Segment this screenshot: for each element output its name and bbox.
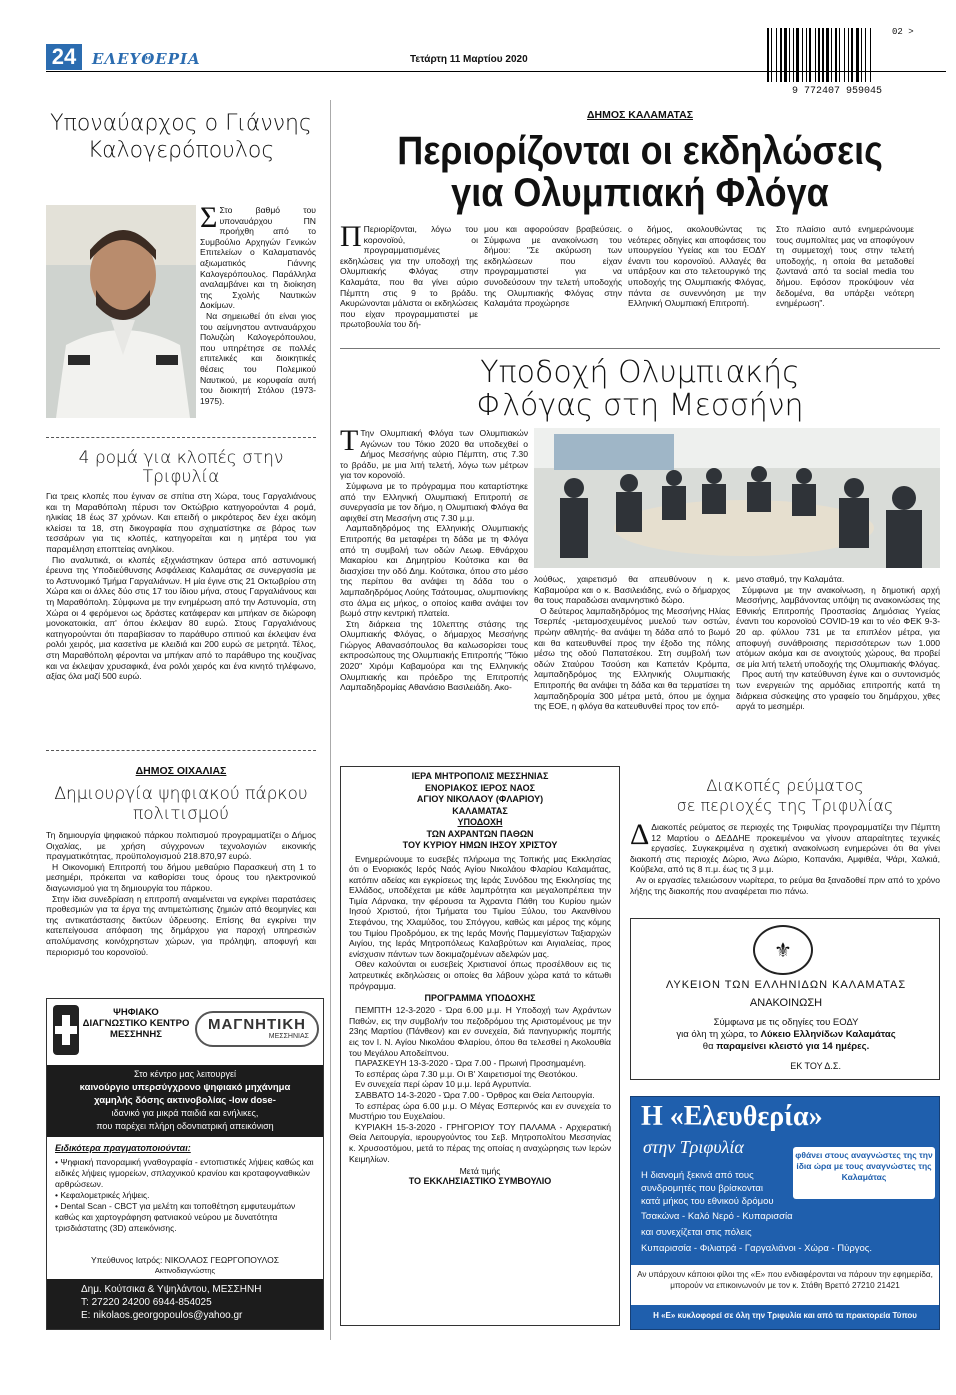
article2-title: 4 ρομά για κλοπές στην Τριφυλία	[78, 448, 284, 487]
article3-p3: Στην ίδια συνεδρίαση η επιτροπή αναμένεται να εγκρίνει παρατάσεις προθεσμιών για τα έργα της αντιμετώπισης ζημιών από θεομηνίες και της αντικατάστασης δικτύων ύδρευσης. Επίσης θα εγκρίνει την κατεπείγουσα απόφαση της δημάρχου για παροχή υπηρεσιών απολύμανσης κοινόχρηστων χώρων, για πρόληψη, αποφυγή και περιορισμό του κορονοϊού.	[46, 893, 316, 957]
article2-body	[46, 491, 316, 682]
dropcap: Τ	[340, 424, 359, 457]
promo-highlight1: Τσακώνα - Καλό Νερό - Κυπαρισσία	[641, 1211, 793, 1222]
mri-items	[55, 1157, 317, 1234]
dropcap: Σ	[200, 201, 218, 234]
program-list	[349, 1005, 611, 1164]
lyceum-line3	[631, 1041, 941, 1052]
dark-line: που παρέχει πλήρη οδοντιατρική απεικόνιση	[96, 1121, 274, 1131]
program-item: ΣΑΒΒΑΤΟ 14-3-2020 - Ώρα 7.00 - Όρθρος και Θεία Λειτουργία.	[355, 1089, 595, 1100]
article4-title-line1: Περιορίζονται οι εκδηλώσεις	[397, 129, 883, 173]
mri-phone: Τ: 27220 24200 6944-854025	[81, 1297, 212, 1308]
article2-p1: Για τρεις κλοπές που έγιναν σε σπίτια στη Χώρα, τους Γαργαλιάνους και τη Μαραθόπολη πέρυσι τον Οκτώβριο κατηγορούνται 4 ρομά, ηλικίας 18 έως 37 χρόνων. Και επειδή ο μικρότερος δεν έχει ακόμη κλείσει τα 18, στη δικογραφία που σχηματίστηκε σε βάρος των τεσσάρων για τις κλοπές, κατηγορείται και η μητέρα του για παραμέληση εποπτείας ανηλίκου.	[46, 491, 316, 554]
article5-col1	[340, 424, 528, 693]
divider	[340, 348, 940, 349]
article4-col4: Στο πλαίσιο αυτό ενημερώνουμε τους συμπολίτες μας να αποφύγουν τη συμμετοχή τους στην τελετή υποδοχής, η οποία θα μεταδοθεί ζωντανά από τα social media του δήμου. Εφόσον προκύψουν νέα δεδομένα, θα υπάρξει νεότερη ενημέρωση".	[776, 224, 914, 309]
article5-p: Σύμφωνα με την ανακοίνωση, η δημοτική αρχή Μεσσήνης, λαμβάνοντας υπόψη τις ανακοινώσεις της Εθνικής Επιτροπής Προστασίας Δημόσιας Υγείας έναντι του κορονοϊού COVID-19 και το νέο ΦΕΚ 9-3-20 αρ. φύλλου 731 με τα επιπλέον μέτρα, για αποφυγή συνάθροισης περισσότερων των 1.000 ατόμων ακόμα και σε ανοιχτούς χώρους, θα προβεί σε μία λιτή τελετή υποδοχής της Ολυμπιακής Φλόγας.	[736, 584, 941, 669]
brand-name: ΜΑΓΝΗΤΙΚΗ	[207, 1016, 306, 1033]
dark-line: χαμηλής δόσης ακτινοβολίας -low dose-	[94, 1095, 276, 1106]
issue-date: Τετάρτη 11 Μαρτίου 2020	[410, 54, 528, 65]
article4-col1	[340, 220, 478, 330]
mri-doctor: Υπεύθυνος Ιατρός: ΝΙΚΟΛΑΟΣ ΓΕΩΡΓΟΠΟΥΛΟΣ	[90, 1255, 280, 1265]
promo-line: συνδρομητές που βρίσκονται	[641, 1183, 764, 1194]
article4-title	[370, 130, 910, 214]
article3-tag: ΔΗΜΟΣ ΟΙΧΑΛΙΑΣ	[135, 765, 227, 777]
barcode-issue: 02 >	[892, 27, 914, 37]
article5-p: λούθως, χαιρετισμό θα απευθύνουν η κ. Καβαμούρα και ο κ. Βασιλειάδης, ενώ ο δήμαρχος θα τους παραδώσει αναμνηστικό δώρο.	[534, 574, 730, 606]
meeting-room-icon	[534, 428, 940, 568]
article5-title-line2: Φλόγας στη Μεσσήνη	[476, 388, 804, 423]
lyceum-heading: ΑΝΑΚΟΙΝΩΣΗ	[749, 997, 823, 1009]
church-sub: ΥΠΟΔΟΧΗ	[457, 817, 503, 827]
church-p2: Οθεν καλούνται οι ευσεβείς Χριστιανοί όπως προσέλθουν εις τις λατρευτικές εκδηλώσεις οι οποίες θα λάβουν χώρα κατά το κάτωθι πρόγραμμα.	[349, 959, 611, 991]
mri-item: • Κεφαλομετρικές λήψεις.	[55, 1190, 150, 1200]
officer-portrait-icon	[46, 205, 196, 418]
church-p1: Ενημερώνουμε το ευσεβές πλήρωμα της Τοπικής μας Εκκλησίας ότι ο Ενοριακός Ιερός Ναός Αγίου Νικολάου Φλαρίου Καλαμάτας, κατόπιν αδείας και εγκρίσεως της Ιεράς Συνόδου της Εκκλησίας της Ελλάδος, υποδέχεται με κάθε λαμπρότητα και μεγαλοπρέπεια την Τιμία Λάρνακα, την φέρουσα τα Άχραντα Πάθη του Κυρίου ημών Ιησού Χριστού, ήτοι Τμήματα του Τιμίου Ξύλου, του Ακανθίνου Στεφάνου, της Χλαμύδος, του Σπόγγου, καθώς και μέρος της κόμης του Τιμίου Προδρόμου, εκ της Ιεράς Μονής Παμμεγίστων Ταξιαρχών Αιγίου, της Ιεράς Μητροπόλεως Καλαβρύτων και Αιγιαλείας, προς ενίσχυσιν πάντων των δοκιμαζομένων αδελφών μας.	[349, 853, 611, 959]
article4-title-line2: για Ολυμπιακή Φλόγα	[451, 171, 829, 215]
program-item: ΚΥΡΙΑΚΗ 15-3-2020 - ΓΡΗΓΟΡΙΟΥ ΤΟΥ ΠΑΛΑΜΑ - Αρχιερατική Θεία Λειτουργία, ιερουργούντος του Σεβ. Μητροπολίτου Μεσσηνίας κ. Χρυσοστόμου, μετά το πέρας της οποίας η αναχώρησις των Ιερών Κειμηλίων.	[349, 1121, 611, 1164]
magnitiki-logo	[195, 1011, 319, 1047]
article1-body	[200, 201, 316, 406]
article1-title: Υποναύαρχος ο Γιάννης Καλογερόπουλος	[50, 111, 312, 163]
dark-line: καινούργιο υπερσύγχρονο ψηφιακό μηχάνημα	[79, 1082, 291, 1093]
newspaper-logo: ΕΛΕΥΘΕΡΙΑ	[92, 50, 201, 68]
church-header-line: ΕΝΟΡΙΑΚΟΣ ΙΕΡΟΣ ΝΑΟΣ	[424, 782, 536, 793]
lyceum-line3-a: θα	[702, 1041, 717, 1052]
dropcap: Π	[340, 220, 362, 253]
article3-p1: Τη δημιουργία ψηφιακού πάρκου πολιτισμού προγραμματίζει ο Δήμος Οιχαλίας, με χρήση σύγχρονων τεχνολογιών εικονικής πραγματικότητας, προϋπολογισμού 218.870,97 ευρώ.	[46, 830, 316, 862]
lyceum-line2-b: Λύκειο Ελληνίδων Καλαμάτας	[760, 1029, 896, 1040]
promo-highlight2: Κυπαρισσία - Φιλιατρά - Γαργαλιάνοι - Χώρα - Πύργος.	[641, 1243, 872, 1254]
promo-line: Η διανομή ξεκινά από τους	[641, 1170, 754, 1181]
lyceum-notice	[630, 918, 940, 1080]
article6-p1: Διακοπές ρεύματος σε περιοχές της Τριφυλίας προγραμματίζει την Πέμπτη 12 Μαρτίου ο ΔΕΔΔΗΕ προκειμένου να γίνουν απαραίτητες τεχνικές εργασίες. Συγκεκριμένα η σχετική ανακοίνωση ενημερώνει ότι θα γίνει διακοπή στις περιοχές Δώριο, Άνω Δώριο, Κοπανάκι, Αμφιθέα, Ψάρι, Χαλκιά, Κούβελα, από τις 8 π.μ. έως τις 3 μ.μ.	[630, 822, 940, 875]
barcode-icon	[765, 28, 905, 84]
promo-badge: φθάνει στους αναγνώστες της την ίδια ώρα με τους αναγνώστες της Καλαμάτας	[793, 1147, 935, 1199]
church-sign2: ΤΟ ΕΚΚΛΗΣΙΑΣΤΙΚΟ ΣΥΜΒΟΥΛΙΟ	[408, 1176, 552, 1187]
article3-p2: Η Οικονομική Επιτροπή του δήμου μεθαύριο Παρασκευή στη 1 το μεσημέρι, πρόκειται να καθορίσει τους όρους του ηλεκτρονικού διαγωνισμού για τη δημιουργία του πάρκου.	[46, 861, 316, 893]
church-header-line: ΑΓΙΟΥ ΝΙΚΟΛΑΟΥ (ΦΛΑΡΙΟΥ)	[416, 794, 544, 804]
mri-doctor-role: Ακτινοδιαγνώστης	[154, 1266, 216, 1275]
lyceum-name: ΛΥΚΕΙΟΝ ΤΩΝ ΕΛΛΗΝΙΔΩΝ ΚΑΛΑΜΑΤΑΣ	[665, 979, 907, 991]
church-sign1: Μετά τιμής	[459, 1166, 501, 1177]
article6-body	[630, 818, 940, 896]
divider	[46, 750, 316, 751]
article5-title	[340, 356, 940, 422]
article5-p: Ο δεύτερος λαμπαδηδρόμος της Μεσσήνης Ηλίας Τσερπές -μεταμοσχευμένος μυελού των οστών, πρώην αθλητής- θα ανάψει τη δάδα από το βωμό και θα κατευθυνθεί προς την έξοδο της πόλης μέσω της οδού Παπατσέκου. Στη συμβολή των οδών Σταύρου Τσούση και Καπετάν Κρόμπα, λαμπαδηδρόμος της Ελληνικής Ολυμπιακής Επιτροπής θα ανάψει τη δάδα και θα τερματίσει τη λαμπαδηδρομία 300 μέτρα μετά, όπου με όχημα της ΕΟΕ, η φλόγα θα κατευθυνθεί προς τον επό-	[534, 605, 730, 712]
program-title: ΠΡΟΓΡΑΜΜΑ ΥΠΟΔΟΧΗΣ	[424, 993, 536, 1004]
mri-contact-band	[47, 1279, 323, 1329]
column-divider	[330, 100, 331, 1340]
program-item: ΠΑΡΑΣΚΕΥΗ 13-3-2020 - Ώρα 7.00 - Πρωινή Προσημαμένη.	[355, 1058, 587, 1069]
article4-col3: ο δήμος, ακολουθώντας τις νεότερες οδηγίες και αποφάσεις του υπουργείου Υγείας και του ΕΟΔΥ έναντι του κορονοϊού. Αλλαγές θα υπάρξουν και στο τελετουργικό της υποδοχής της Ολυμπιακής Φλόγας, πάντα σε συνεννόηση με την Ελληνική Ολυμπιακή Επιτροπή.	[628, 224, 766, 309]
divider	[46, 437, 316, 438]
article5-p: Λαμπαδηδρόμος της Ελληνικής Ολυμπιακής Επιτροπής θα μεταφέρει τη δάδα με τη Φλόγα από τη συμβολή των οδών Λεωφ. Εθνάρχου Μακαρίου και Δημητρίου Κούτσικα και θα διασχίσει την οδό Δημ. Κούτσικα, όπου στο μέσο της περίπου θα ανάψει τη δάδα του ο λαμπαδηδρόμος Λούης Τσάτουμας, ολυμπιονίκης στο άλμα εις μήκος, ο οποίος καιθα ανάψει τον βωμό στην κεντρική πλατεία.	[340, 523, 528, 619]
promo-note: Αν υπάρχουν κάποιοι φίλοι της «Ε» που ενδιαφέρονται να πάρουν την εφημερίδα, μπορούν να επικοινωνούν με τον κ. Στάθη Βρεττό 27210 21421	[631, 1265, 939, 1305]
promo-lines2: και συνεχίζεται στις πόλεις	[641, 1227, 752, 1238]
mri-item: • Dental Scan - CBCT για μελέτη και τοποθέτηση εμφυτευμάτων καθώς και χαρτογράφηση φατνιακού νεύρου με δυνατότητα τρισδιάστατης (3D) απεικόνισης.	[55, 1201, 296, 1233]
lyceum-line2-a: για όλη τη χώρα, το	[676, 1029, 761, 1040]
lyceum-sign: ΕΚ ΤΟΥ Δ.Σ.	[790, 1061, 841, 1071]
article4-tag: ΔΗΜΟΣ ΚΑΛΑΜΑΤΑΣ	[587, 109, 693, 121]
mri-item: • Ψηφιακή πανοραμική γναθογραφία - εντοπιστικές λήψεις καθώς και ειδικές λήψεις ιγμορείων, σπλαχνικού κρανίου και κροταφογναθικών αρθρώσεων.	[55, 1157, 314, 1189]
lyceum-line2	[631, 1029, 941, 1040]
portrait-photo	[46, 205, 196, 418]
page-number: 24	[46, 44, 82, 70]
church-header-line: ΚΑΛΑΜΑΤΑΣ	[452, 805, 508, 816]
eleftheria-promo	[630, 1096, 940, 1330]
meeting-photo	[534, 428, 940, 568]
article5-title-line1: Υποδοχή Ολυμπιακής	[480, 355, 800, 390]
program-item: Εν συνεχεία περί ώραν 10 μ.μ. Ιερά Αγρυπνία.	[355, 1079, 532, 1090]
promo-title: Η «Ελευθερία»	[641, 1101, 823, 1132]
dark-line: Στο κέντρο μας λειτουργεί	[134, 1069, 236, 1079]
church-sub: ΤΟΥ ΚΥΡΙΟΥ ΗΜΩΝ ΙΗΣΟΥ ΧΡΙΣΤΟΥ	[402, 840, 558, 850]
mri-center-name: ΨΗΦΙΑΚΟ ΔΙΑΓΝΩΣΤΙΚΟ ΚΕΝΤΡΟ ΜΕΣΣΗΝΗΣ	[82, 1007, 190, 1040]
church-body	[349, 854, 611, 992]
header-rule	[46, 71, 946, 72]
article6-p2: Αν οι εργασίες τελειώσουν νωρίτερα, το ρεύμα θα ξαναδοθεί πριν από το χρόνο λήξης της διακοπής που αναφέρεται πιο πάνω.	[630, 874, 940, 896]
article4-col1-text: Περιορίζονται, λόγω του κορονοϊού, οι προγραμματισμένες εκδηλώσεις για την υποδοχή της Ολυμπιακής Φλόγας στην Καλαμάτα, που θα γίνει αύριο Πέμπτη στις 9 το βράδυ. Ακυρώνονται μάλιστα οι εκδηλώσεις που είχαν προγραμματιστεί με πρωτοβουλία του δή-	[340, 224, 478, 330]
article5-col3	[736, 574, 940, 712]
article5-p: Την Ολυμπιακή Φλόγα των Ολυμπιακών Αγώνων του Τόκιο 2020 θα υποδεχθεί ο Δήμος Μεσσήνης αύριο Πέμπτη, στις 7.30 το βράδυ, με μια λιτή τελετή, λόγω των μέτρων για τον κορονοϊό.	[340, 428, 528, 481]
program-item: ΠΕΜΠΤΗ 12-3-2020 - Ώρα 6.00 μ.μ. Η Υποδοχή των Αχράντων Παθών, εις την συμβολήν του πεζοδρόμου της Αριστομένους με την 23ης Μαρτίου (Πάνθεον) και εν συνεχεία, διά πανηγυρικής πομπής εις τον Ι. Ν. Αγίου Νικολάου Φλαρίου, όπου θα τελεσθεί η Ακολουθία του Μεγάλου Αποδείπνου.	[349, 1005, 611, 1058]
article5-p: μενο σταθμό, την Καλαμάτα.	[736, 574, 845, 584]
church-sub: ΤΩΝ ΑΧΡΑΝΤΩΝ ΠΑΘΩΝ	[426, 828, 534, 839]
article6-title-line1: Διακοπές ρεύματος	[706, 776, 864, 795]
article4-col2: μου και αφορούσαν βραβεύσεις. Σύμφωνα με ανακοίνωση του δήμου: "Σε ακύρωση των εκδηλώσεων που είχαν προγραμματιστεί για να συνοδεύσουν την τελετή υποδοχής της Ολυμπιακής Φλόγας στην Καλαμάτα προχώρησε	[484, 224, 622, 309]
article6-title-line2: σε περιοχές της Τριφυλίας	[676, 796, 894, 815]
article3-body	[46, 830, 316, 957]
article1-p1: Στο βαθμό του υποναυάρχου ΠΝ προήχθη από το Συμβούλιο Αρχηγών Γενικών Επιτελείων ο Καλαματιανός αξιωματικός Γιάννης Καλογερόπουλος. Παράλληλα αναλαμβάνει και τη διοίκηση της Σχολής Ναυτικών Δοκίμων.	[200, 205, 316, 311]
article5-p: Στη διάρκεια της 10λεπτης στάσης της Ολυμπιακής Φλόγας, ο δήμαρχος Μεσσήνης Γιώργος Αθανασόπουλος θα καλωσορίσει τους εκπροσώπους της Ολυμπιακής Επιτροπής "Τόκιο 2020" Χιρόμι Καβαμούρα και της Ελληνικής Ολυμπιακής και πρόεδρο της Επιτροπής Λαμπαδηδρομίας Αθανάσιο Βασιλειάδη. Ακο-	[340, 618, 528, 693]
lyceum-line3-b: παραμείνει κλειστό για 14 ημέρες.	[716, 1041, 870, 1052]
mri-email: E: nikolaos.georgopoulos@yahoo.gr	[81, 1310, 243, 1321]
article5-p: Σύμφωνα με το πρόγραμμα που καταρτίστηκε από την Ελληνική Ολυμπιακή Επιτροπή σε συνεργασία με τον δήμο, η Ολυμπιακή Φλόγα θα αφιχθεί στη Μεσσήνη στις 7.30 μ.μ.	[340, 480, 528, 523]
promo-line: κατά μήκος του εθνικού δρόμου	[641, 1196, 774, 1207]
brand-sub: ΜΕΣΣΗΝΙΑΣ	[268, 1033, 309, 1040]
article3-title: Δημιουργία ψηφιακού πάρκου πολιτισμού	[54, 784, 308, 824]
mri-address: Δημ. Κούτσικα & Υψηλάντου, ΜΕΣΣΗΝΗ	[81, 1284, 262, 1295]
mri-dark-band	[47, 1065, 323, 1137]
mri-advertisement	[46, 998, 324, 1330]
article1-p2: Να σημειωθεί ότι είναι γιος του αείμνηστου αντιναυάρχου Πολυζώη Καλογερόπουλου, που υπηρέτησε σε πολλές επιτελικές και διοικητικές θέσεις του Πολεμικού Ναυτικού, με κορυφαία αυτή του διοικητή Στόλου (1973-1975).	[200, 310, 316, 406]
lyceum-line1: Σύμφωνα με τις οδηγίες του ΕΟΔΥ	[713, 1017, 859, 1028]
mri-subhead: Ειδικότερα πραγματοποιούνται:	[55, 1143, 191, 1153]
promo-lines	[641, 1169, 791, 1208]
church-header-line: ΙΕΡΑ ΜΗΤΡΟΠΟΛΙΣ ΜΕΣΣΗΝΙΑΣ	[411, 771, 549, 781]
church-header	[349, 771, 611, 852]
church-notice	[340, 766, 620, 1326]
article5-p: Προς αυτή την κατεύθυνση έγινε και ο συντονισμός των ενεργειών της αρμόδιας επιτροπής κατά τη διάρκεια σύσκεψης στο γραφείο του δημάρχου, χθες αργά το μεσημέρι.	[736, 669, 940, 712]
dropcap: Δ	[630, 818, 650, 851]
dark-line: ιδανικό για μικρά παιδιά και ενήλικες,	[111, 1108, 259, 1118]
article5-col2	[534, 574, 730, 712]
lyceum-emblem-icon: ⚜	[753, 925, 813, 975]
promo-subtitle: στην Τριφυλία	[643, 1137, 744, 1157]
article2-p2: Πιο αναλυτικά, οι κλοπές εξιχνιάστηκαν ύστερα από αστυνομική έρευνα της Υποδιεύθυνσης Ασφάλειας Καλαμάτας σε συνεργασία με το Αστυνομικό Τμήμα Γαργαλιάνων. Η μία έγινε στις 21 Οκτωβρίου στη Χώρα και οι άλλες δύο στις 17 του ίδιου μήνα, στους Γαργαλιάνους και τη Μαραθόπολη. Σύμφωνα με την ενημέρωση από την Αστυνομία, στη Χώρα οι 4 φερόμενοι ως δράστες κατάφεραν και μπήκαν σε διώροφη μονοκατοικία, απ' όπου έκλεψαν 80 ευρώ. Στους Γαργαλιάνους κατηγορούνται ότι παραβίασαν το παράθυρο σπιτιού και έκλεψαν ένα ρολόι χειρός, μια κασετίνα με κλειδιά και 200 ευρώ σε μετρητά. Τέλος, στη Μαραθόπολη φέρονται να μπήκαν από το παράθυρο της κουζίνας και να έκλεψαν χρυσαφικά, ένα ρολόι χειρός και ένα κινητό τηλέφωνο, αξίας όλα μαζί 500 ευρώ.	[46, 554, 316, 682]
cross-logo-icon	[53, 1005, 79, 1055]
promo-footer: Η «Ε» κυκλοφορεί σε όλη την Τριφυλία και από τα πρακτορεία Τύπου	[653, 1311, 917, 1320]
program-item: Το εσπέρας ώρα 7.30 μ.μ. Οι Β' Χαιρετισμοί της Θεοτόκου.	[355, 1068, 578, 1079]
program-item: Το εσπέρας ώρα 6.00 μ.μ. Ο Μέγας Εσπερινός και εν συνεχεία το Μυστήριο του Ευχελαίου.	[349, 1100, 611, 1122]
article6-title	[630, 776, 940, 816]
barcode-digits: 9 772407 959045	[791, 86, 882, 97]
